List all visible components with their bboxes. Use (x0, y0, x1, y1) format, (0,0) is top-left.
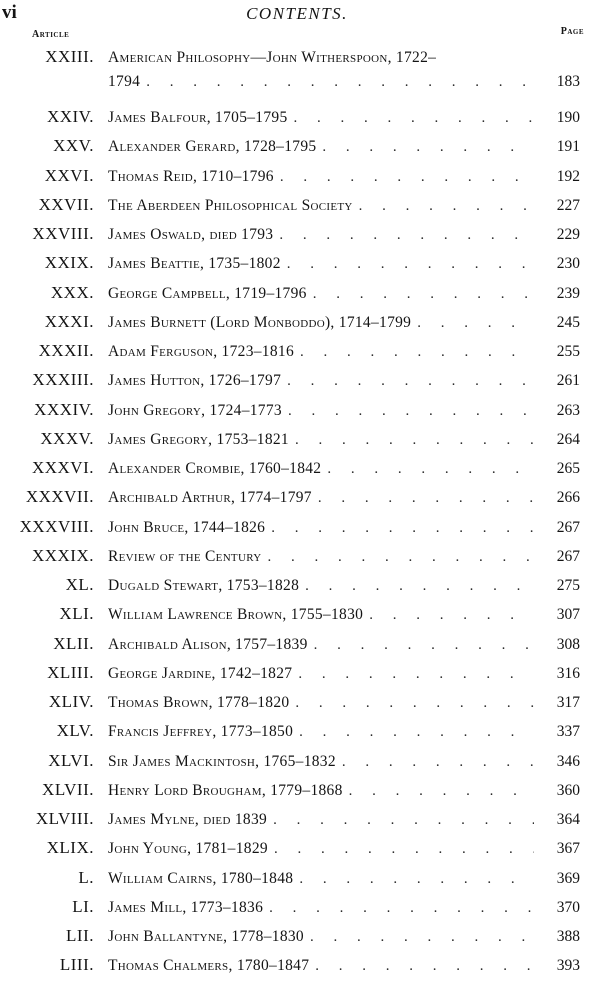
page-ref: 263 (556, 401, 580, 419)
toc-entry (0, 517, 594, 541)
toc-entry (0, 575, 594, 599)
dot-leader (146, 74, 534, 91)
article-number: XXIII. (45, 47, 94, 66)
toc-entry (0, 663, 594, 687)
entry-title: James Burnett (Lord Monboddo), 1714–1799 (108, 313, 412, 331)
toc-entry (0, 809, 594, 833)
article-number: LIII. (59, 955, 94, 975)
page-number: vi (2, 2, 17, 23)
entry-title: American Philosophy—John Witherspoon, 1722– (108, 49, 437, 66)
entry-title: Review of the Century (108, 547, 262, 565)
entry-title: John Gregory, 1724–1773 (108, 401, 282, 419)
entry-title: The Aberdeen Philosophical Society (108, 196, 353, 214)
entry-title: James Balfour, 1705–1795 (108, 109, 288, 126)
entry-title: James Mill, 1773–1836 (108, 898, 264, 916)
toc-entry (0, 604, 594, 628)
page-ref: 245 (556, 313, 580, 331)
toc-entry (0, 897, 594, 921)
dot-leader (299, 871, 534, 888)
dot-leader (295, 432, 534, 449)
dot-leader (295, 695, 534, 712)
page-ref: 308 (556, 635, 580, 653)
dot-leader (294, 110, 534, 127)
page-ref: 267 (556, 547, 580, 565)
entry-title: William Cairns, 1780–1848 (108, 869, 294, 887)
article-number: XL. (65, 575, 94, 594)
page-ref: 264 (556, 430, 580, 448)
entry-title-continued: 1794 (108, 73, 141, 90)
toc-entry (0, 166, 594, 190)
toc-entry (0, 868, 594, 892)
article-number: XLVIII. (35, 809, 94, 828)
dot-leader (417, 315, 534, 332)
entry-title: James Hutton, 1726–1797 (108, 372, 282, 390)
article-number: XLIV. (48, 692, 94, 711)
article-number: XLV. (56, 721, 94, 741)
page-ref: 261 (556, 372, 580, 390)
page-ref: 369 (556, 869, 580, 887)
toc-entry (0, 721, 594, 745)
page-ref: 190 (556, 109, 580, 126)
dot-leader (269, 900, 534, 917)
dot-leader (315, 958, 534, 975)
page-ref: 337 (556, 723, 580, 741)
article-number: XXXI. (44, 311, 94, 331)
page-ref: 239 (556, 284, 580, 302)
entry-title: Adam Ferguson, 1723–1816 (108, 343, 295, 360)
dot-leader (298, 666, 534, 683)
toc-entry (0, 370, 594, 394)
dot-leader (271, 520, 534, 537)
page-ref: 229 (556, 226, 580, 243)
toc-entry (0, 253, 594, 277)
dot-leader (299, 724, 534, 741)
article-number: XXVIII. (32, 224, 94, 243)
page-ref: 360 (556, 781, 580, 799)
dot-leader (369, 607, 534, 624)
page-ref: 388 (556, 928, 580, 945)
dot-leader (300, 344, 534, 361)
dot-leader (322, 139, 534, 156)
article-number: XLIII. (47, 662, 94, 682)
dot-leader (287, 256, 534, 273)
toc-entry (0, 955, 594, 979)
entry-title: Thomas Chalmers, 1780–1847 (108, 957, 310, 975)
article-number: XLI. (59, 604, 94, 624)
entry-title: John Young, 1781–1829 (108, 840, 268, 858)
entry-title: Sir James Mackintosh, 1765–1832 (108, 752, 336, 770)
dot-leader (318, 490, 534, 507)
dot-leader (280, 169, 534, 186)
entry-title: Henry Lord Brougham, 1779–1868 (108, 781, 343, 799)
article-number: LI. (72, 896, 94, 916)
article-number: XXV. (53, 136, 94, 156)
entry-title: Dugald Stewart, 1753–1828 (108, 577, 300, 594)
page-ref: 267 (556, 518, 580, 536)
toc-entry (0, 224, 594, 248)
toc-entry (0, 926, 594, 950)
entry-title: Thomas Brown, 1778–1820 (108, 694, 290, 711)
page-ref: 307 (556, 606, 580, 624)
page-ref: 393 (556, 957, 580, 975)
page-ref: 346 (556, 752, 580, 770)
article-number: XXVII. (38, 194, 94, 214)
dot-leader (287, 373, 534, 390)
page-ref: 266 (556, 489, 580, 507)
entry-title: John Bruce, 1744–1826 (108, 518, 266, 536)
toc-entry (0, 107, 594, 131)
toc-entry (0, 136, 594, 160)
article-column-header: Article (32, 29, 70, 40)
page-ref: 230 (556, 255, 580, 273)
page-ref: 265 (556, 460, 580, 477)
page-ref: 317 (556, 694, 580, 711)
toc-entry (0, 634, 594, 658)
toc-entry (0, 487, 594, 511)
entry-title: James Beattie, 1735–1802 (108, 255, 281, 273)
toc-entry-continuation (0, 73, 594, 97)
entry-title: William Lawrence Brown, 1755–1830 (108, 606, 364, 624)
toc-entry (0, 780, 594, 804)
article-number: XLVI. (48, 750, 94, 770)
dot-leader (305, 578, 534, 595)
article-number: XXXV. (40, 428, 94, 448)
article-number: XXXII. (38, 341, 94, 360)
article-number: L. (78, 867, 94, 887)
page-ref: 275 (556, 577, 580, 594)
entry-title: George Jardine, 1742–1827 (108, 664, 293, 682)
toc-entry (0, 692, 594, 716)
page-ref: 370 (556, 898, 580, 916)
page-ref: 316 (556, 664, 580, 682)
page-ref: 192 (556, 167, 580, 185)
entry-title: Archibald Alison, 1757–1839 (108, 635, 308, 653)
dot-leader (279, 227, 534, 244)
page-ref: 364 (556, 811, 580, 828)
dot-leader (342, 754, 534, 771)
article-number: XXIX. (44, 253, 94, 273)
dot-leader (310, 929, 534, 946)
toc-entry (0, 283, 594, 307)
article-number: XXX. (50, 282, 94, 302)
page-ref: 191 (556, 138, 580, 156)
dot-leader (288, 403, 534, 420)
page-column-header: Page (560, 26, 584, 37)
dot-leader (274, 841, 534, 858)
dot-leader (327, 461, 534, 478)
article-number: LII. (66, 926, 94, 945)
page-title: CONTENTS. (246, 4, 348, 23)
entry-title: James Gregory, 1753–1821 (108, 430, 289, 448)
page-ref: 227 (556, 196, 580, 214)
dot-leader (314, 637, 534, 654)
page-ref: 255 (556, 343, 580, 360)
toc-entry (0, 458, 594, 482)
article-number: XLII. (53, 633, 94, 653)
article-number: XXXVII. (25, 487, 94, 507)
entry-title: James Oswald, died 1793 (108, 226, 274, 243)
dot-leader (313, 286, 534, 303)
toc-entry (0, 341, 594, 365)
dot-leader (359, 198, 534, 215)
article-number: XLVII. (42, 779, 94, 799)
toc-entry (0, 195, 594, 219)
toc-entry (0, 838, 594, 862)
toc-entry (0, 546, 594, 570)
toc-entry (0, 429, 594, 453)
page-ref: 183 (556, 73, 580, 90)
dot-leader (349, 783, 534, 800)
article-number: XXXVIII. (19, 516, 94, 536)
toc-entry (0, 751, 594, 775)
toc-entry (0, 47, 594, 71)
article-number: XXIV. (46, 107, 94, 126)
article-number: XXXVI. (31, 458, 94, 477)
toc-entry (0, 312, 594, 336)
entry-title: John Ballantyne, 1778–1830 (108, 928, 304, 945)
toc-entry (0, 400, 594, 424)
article-number: XXVI. (44, 165, 94, 185)
entry-title: Archibald Arthur, 1774–1797 (108, 489, 312, 507)
article-number: XXXIV. (34, 399, 94, 419)
entry-title: Alexander Gerard, 1728–1795 (108, 138, 317, 156)
page-ref: 367 (556, 840, 580, 858)
entry-title: George Campbell, 1719–1796 (108, 284, 307, 302)
article-number: XXXIII. (32, 370, 94, 390)
entry-title: Alexander Crombie, 1760–1842 (108, 460, 322, 477)
entry-title: Francis Jeffrey, 1773–1850 (108, 723, 294, 741)
article-number: XXXIX. (31, 545, 94, 565)
entry-title: Thomas Reid, 1710–1796 (108, 167, 274, 185)
dot-leader (267, 549, 534, 566)
entry-title: James Mylne, died 1839 (108, 811, 268, 828)
dot-leader (273, 812, 534, 829)
article-number: XLIX. (46, 838, 94, 858)
